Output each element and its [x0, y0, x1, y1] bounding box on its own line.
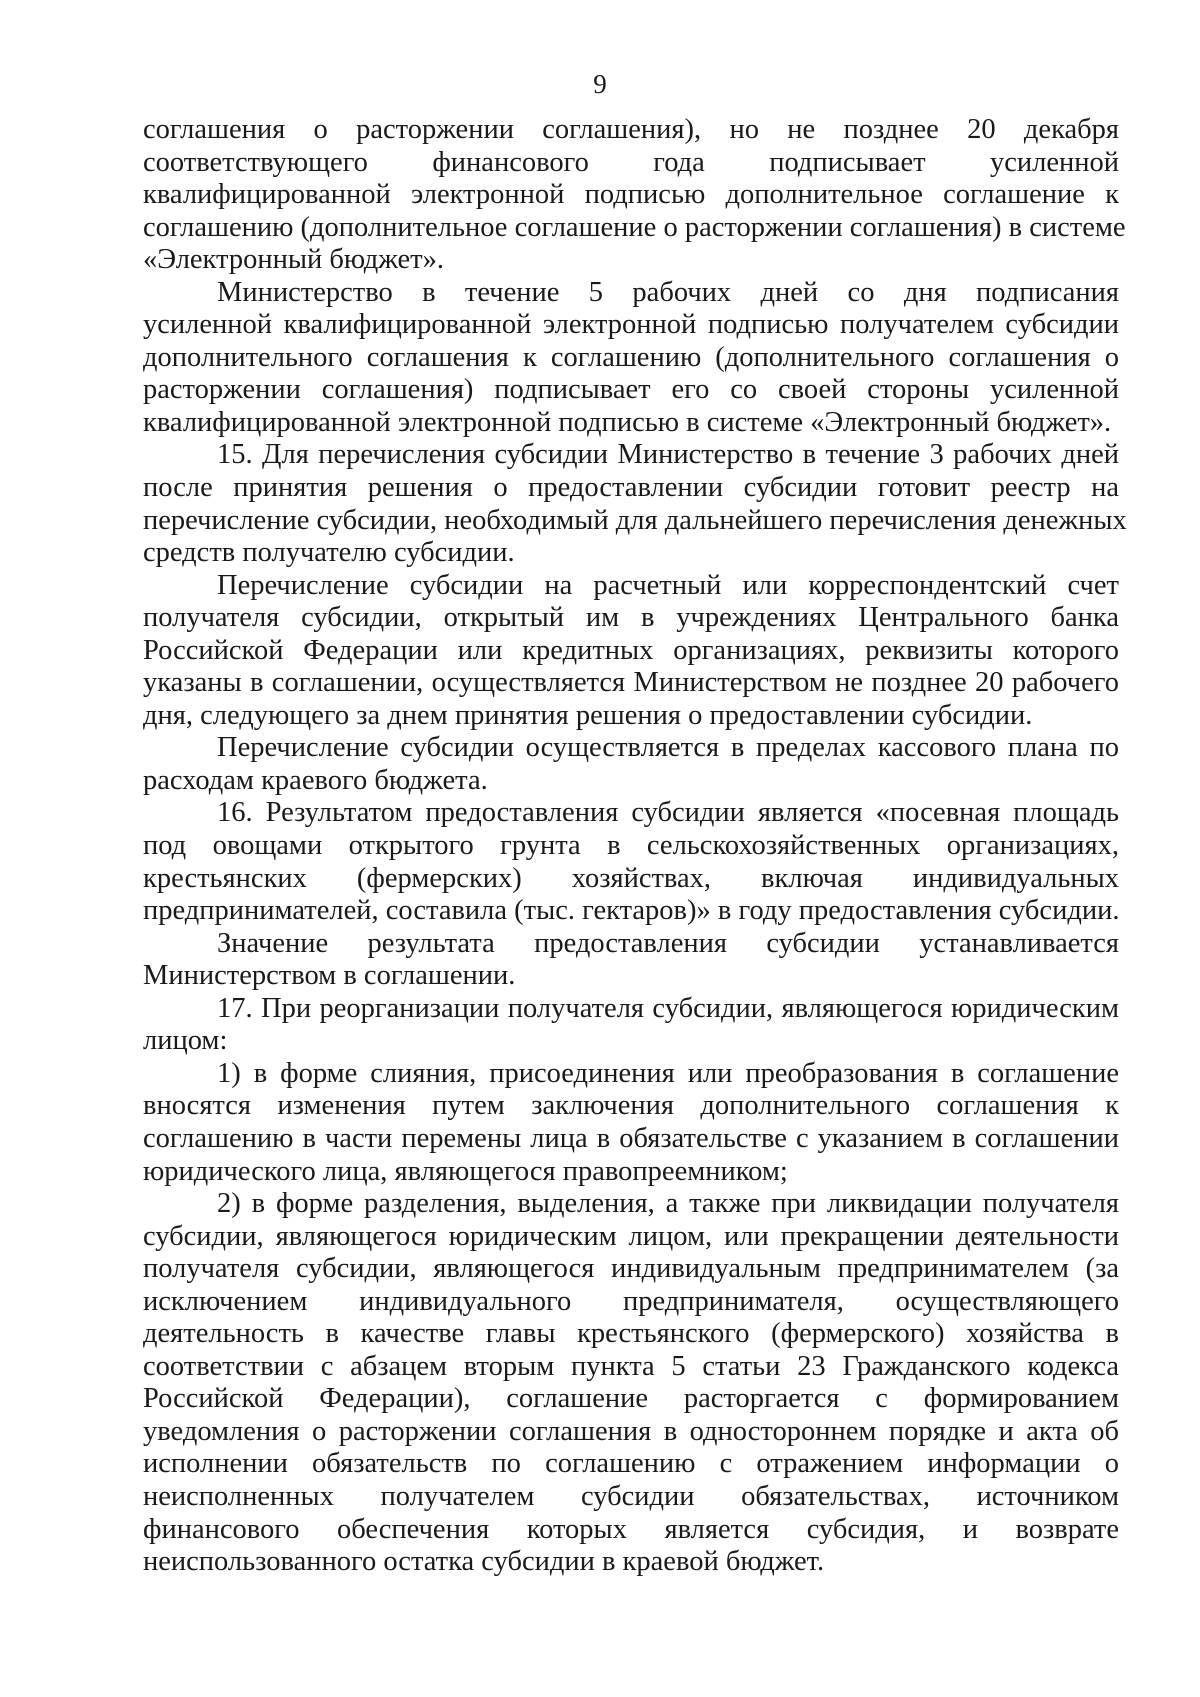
text-line: соответствии с абзацем вторым пункта 5 статьи 23 Гражданского кодекса: [143, 1350, 1119, 1382]
document-body: [143, 114, 1127, 1579]
text-line: Министерство в течение 5 рабочих дней со дня подписания: [217, 276, 1119, 308]
text-line: квалифицированной электронной подписью дополнительное соглашение к: [143, 179, 1119, 211]
text-line: 17. При реорганизации получателя субсидии, являющегося юридическим: [217, 992, 1119, 1024]
text-line: 16. Результатом предоставления субсидии является «посевная площадь: [217, 797, 1119, 829]
text-line: под овощами открытого грунта в сельскохозяйственных организациях,: [143, 830, 1119, 862]
text-line: субсидии, являющегося юридическим лицом, или прекращении деятельности: [143, 1220, 1119, 1252]
text-line: Значение результата предоставления субсидии устанавливается: [217, 927, 1119, 959]
text-line: исключением индивидуального предпринимателя, осуществляющего: [143, 1285, 1119, 1317]
text-line: «Электронный бюджет».: [143, 244, 445, 276]
text-line: лицом:: [143, 1025, 228, 1057]
text-line: вносятся изменения путем заключения дополнительного соглашения к: [143, 1090, 1119, 1122]
text-line: Перечисление субсидии осуществляется в пределах кассового плана по: [217, 732, 1119, 764]
text-line: Российской Федерации или кредитных организациях, реквизиты которого: [143, 634, 1119, 666]
text-line: после принятия решения о предоставлении субсидии готовит реестр на: [143, 472, 1119, 504]
text-line: Перечисление субсидии на расчетный или корреспондентский счет: [217, 569, 1119, 601]
text-line: юридического лица, являющегося правопреемником;: [143, 1155, 788, 1187]
text-line: 1) в форме слияния, присоединения или преобразования в соглашение: [217, 1057, 1119, 1089]
text-line: квалифицированной электронной подписью в системе «Электронный бюджет».: [143, 406, 1112, 438]
text-line: получателя субсидии, открытый им в учреждениях Центрального банка: [143, 602, 1119, 634]
text-line: соглашения о расторжении соглашения), но не позднее 20 декабря: [143, 114, 1119, 145]
text-line: соглашению в части перемены лица в обязательстве с указанием в соглашении: [143, 1122, 1119, 1154]
text-line: дополнительного соглашения к соглашению (дополнительного соглашения о: [143, 341, 1119, 373]
text-line: 2) в форме разделения, выделения, а также при ликвидации получателя: [217, 1188, 1119, 1220]
text-line: дня, следующего за днем принятия решения о предоставлении субсидии.: [143, 699, 1033, 731]
text-line: расторжении соглашения) подписывает его со своей стороны усиленной: [143, 374, 1119, 406]
text-line: уведомления о расторжении соглашения в одностороннем порядке и акта об: [143, 1415, 1119, 1447]
text-line: предпринимателей, составила (тыс. гектаров)» в году предоставления субсидии.: [143, 895, 1120, 927]
text-line: неиспользованного остатка субсидии в краевой бюджет.: [143, 1546, 825, 1578]
text-line: соглашению (дополнительное соглашение о расторжении соглашения) в системе: [143, 211, 1126, 243]
text-line: Министерством в соглашении.: [143, 960, 516, 992]
text-line: усиленной квалифицированной электронной подписью получателем субсидии: [143, 309, 1119, 341]
text-line: финансового обеспечения которых является субсидия, и возврате: [143, 1513, 1119, 1545]
text-line: неисполненных получателем субсидии обязательствах, источником: [143, 1480, 1119, 1512]
text-line: Российской Федерации), соглашение расторгается с формированием: [143, 1383, 1119, 1415]
text-line: получателя субсидии, являющегося индивидуальным предпринимателем (за: [143, 1253, 1119, 1285]
text-line: перечисление субсидии, необходимый для дальнейшего перечисления денежных: [143, 504, 1127, 536]
text-line: крестьянских (фермерских) хозяйствах, включая индивидуальных: [143, 862, 1119, 894]
text-line: деятельность в качестве главы крестьянского (фермерского) хозяйства в: [143, 1318, 1119, 1350]
text-line: исполнении обязательств по соглашению с отражением информации о: [143, 1448, 1119, 1480]
text-line: расходам краевого бюджета.: [143, 764, 488, 796]
text-line: средств получателю субсидии.: [143, 537, 515, 569]
text-line: указаны в соглашении, осуществляется Министерством не позднее 20 рабочего: [143, 667, 1119, 699]
text-line: 15. Для перечисления субсидии Министерство в течение 3 рабочих дней: [217, 439, 1119, 471]
text-line: соответствующего финансового года подписывает усиленной: [143, 146, 1119, 178]
page-number: 9: [593, 69, 607, 99]
